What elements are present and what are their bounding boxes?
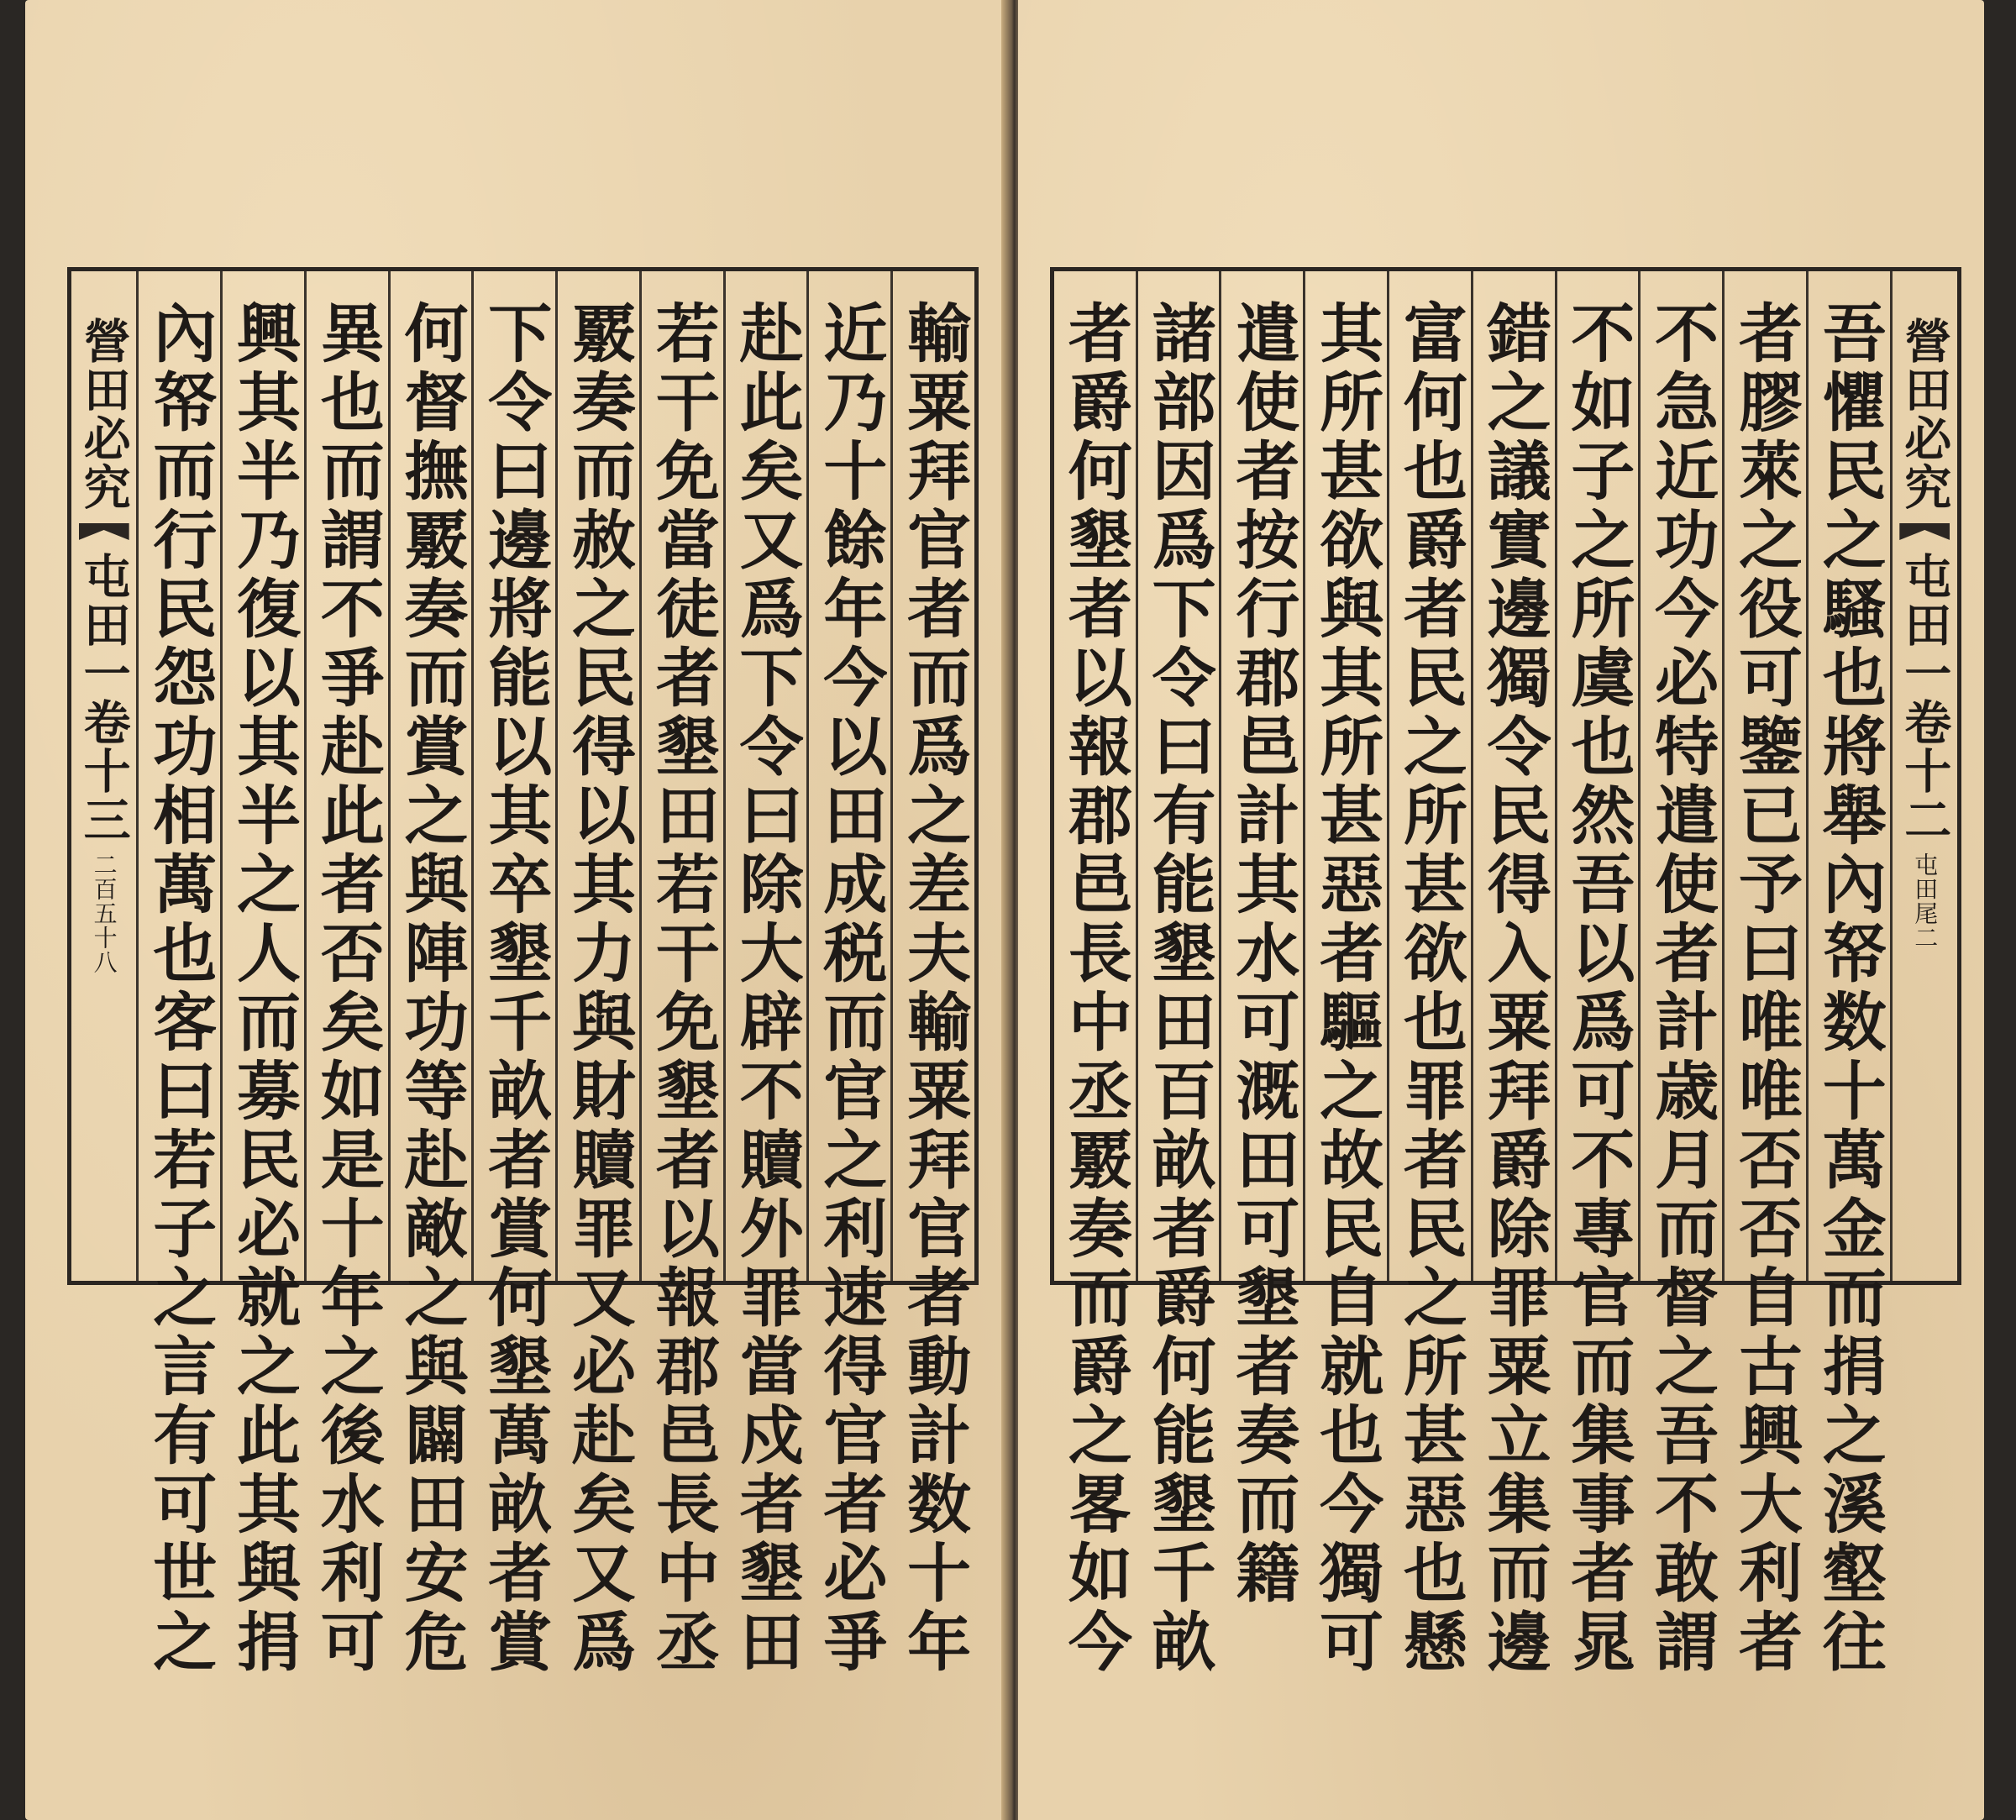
left-column-4 [639, 271, 723, 1677]
left-column-9 [220, 271, 304, 1677]
left-column-1 [890, 271, 974, 1677]
left-column-10 [136, 271, 220, 1677]
text-column: 赴此矣又爲下令曰除大辟不贖外罪當戍者墾田 [729, 300, 805, 1677]
right-column-10 [1054, 271, 1136, 1677]
text-column: 者膠萊之役可鑒已予曰唯唯否否自古興大利者 [1728, 300, 1803, 1677]
page-number: 十三 [76, 747, 132, 844]
left-column-3 [723, 271, 807, 1677]
fishtail-mark [79, 523, 129, 540]
right-column-1 [1806, 271, 1890, 1677]
text-column: 近乃十餘年今以田成税而官之利速得官者必爭 [812, 300, 888, 1677]
text-column: 其所甚欲與其所甚惡者驅之故民自就也今獨可 [1309, 300, 1384, 1677]
right-column-6 [1387, 271, 1471, 1677]
text-column: 富何也爵者民之所甚欲也罪者民之所甚惡也懸 [1393, 300, 1468, 1677]
text-column: 吾懼民之騷也將舉內帑数十萬金而捐之溪壑往 [1812, 300, 1887, 1677]
text-column: 錯之議實邊獨令民得入粟拜爵除罪粟立集而邊 [1477, 300, 1552, 1677]
banxin-section: 屯田一卷 [76, 552, 132, 747]
fishtail-mark [1899, 523, 1950, 540]
right-page [1018, 0, 1984, 1820]
text-column: 下令曰邊將能以其卒墾千畝者賞何墾萬畝者賞 [477, 300, 553, 1677]
text-column: 何督撫覈奏而賞之與陣功等赴敵之與闢田安危 [394, 300, 470, 1677]
text-column: 不如子之所虞也然吾以爲可不專官而集事者晁 [1560, 300, 1635, 1677]
right-column-4 [1555, 271, 1639, 1677]
banxin-note: 屯田尾二 [1911, 852, 1940, 950]
text-column: 若干免當徒者墾田若干免墾者以報郡邑長中丞 [645, 300, 721, 1677]
text-column: 諸部因爲下令曰有能墾田百畝者爵何能墾千畝 [1142, 300, 1217, 1677]
right-column-9 [1136, 271, 1220, 1677]
text-column: 不急近功今必特遣使者計歳月而督之吾不敢謂 [1644, 300, 1719, 1677]
right-column-8 [1219, 271, 1303, 1608]
left-text-frame [67, 267, 979, 1677]
text-column: 興其半乃復以其半之人而募民必就之此其與捐 [226, 300, 302, 1677]
banxin-note: 二百五十八 [90, 852, 118, 974]
left-page [25, 0, 1008, 1820]
text-column: 覈奏而赦之民得以其力與財贖罪又必赴矣又爲 [561, 300, 637, 1677]
right-column-5 [1471, 271, 1555, 1677]
page-number: 十二 [1897, 747, 1953, 844]
text-column: 內帑而行民怨功相萬也客曰若子之言有可世之 [142, 300, 218, 1677]
right-banxin [1890, 271, 1957, 1281]
left-column-5 [555, 271, 639, 1677]
left-column-7 [388, 271, 472, 1677]
text-column: 者爵何墾者以報郡邑長中丞覈奏而爵之畧如今 [1058, 300, 1133, 1677]
text-column: 輸粟拜官者而爲之差夫輸粟拜官者動計数十年 [896, 300, 972, 1677]
left-column-8 [304, 271, 388, 1677]
right-text-frame [1050, 267, 1961, 1677]
text-column: 遣使者按行郡邑計其水可溉田可墾者奏而籍 [1225, 300, 1300, 1608]
banxin-title: 營田必究 [76, 317, 132, 511]
banxin-section: 屯田一卷 [1897, 552, 1953, 747]
left-banxin [71, 271, 136, 1281]
right-column-3 [1638, 271, 1722, 1677]
right-column-2 [1722, 271, 1806, 1677]
text-column: 異也而謂不爭赴此者否矣如是十年之後水利可 [310, 300, 386, 1677]
right-column-7 [1303, 271, 1387, 1677]
left-column-6 [471, 271, 555, 1677]
left-column-2 [806, 271, 890, 1677]
banxin-title: 營田必究 [1897, 317, 1953, 511]
